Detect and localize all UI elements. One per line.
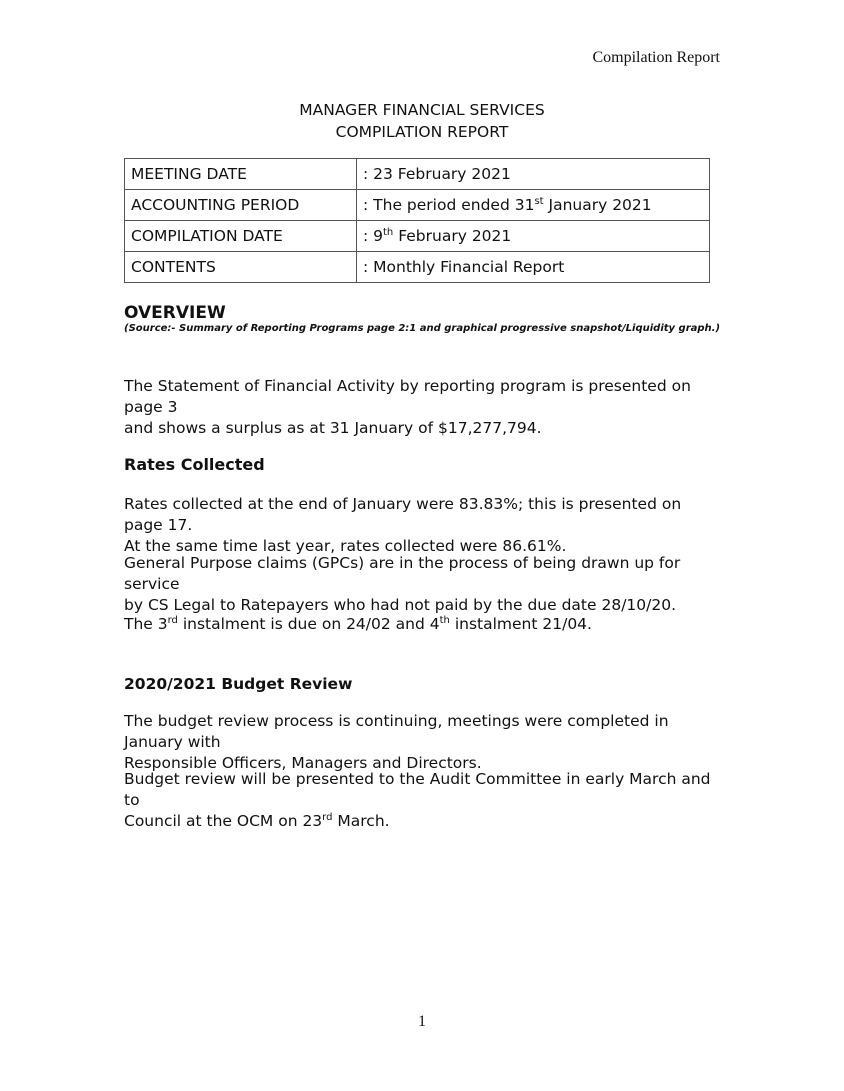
table-row-meeting-date — [125, 159, 710, 190]
budget-paragraph-1-line-1: The budget review process is continuing, meetings were completed in January with — [124, 712, 669, 751]
ocm-ordinal: rd — [322, 811, 333, 823]
table-row-contents — [125, 252, 710, 283]
budget-paragraph-1 — [124, 711, 724, 774]
compilation-date-label: COMPILATION DATE — [125, 221, 357, 252]
instalment-ordinal-1: rd — [167, 614, 178, 626]
table-row-compilation-date — [125, 221, 710, 252]
budget-paragraph-2-line-1: Budget review will be presented to the Audit Committee in early March and to — [124, 770, 711, 809]
accounting-period-text-end: January 2021 — [543, 196, 652, 214]
meeting-details-table — [124, 158, 710, 283]
document-title — [0, 99, 844, 143]
meeting-date-label: MEETING DATE — [125, 159, 357, 190]
table-row-accounting-period — [125, 190, 710, 221]
compilation-date-text: : 9 — [363, 227, 384, 245]
overview-paragraph-line-1: The Statement of Financial Activity by reporting program is presented on page 3 — [124, 377, 691, 416]
instalment-ordinal-2: th — [439, 614, 450, 626]
ocm-text-end: March. — [332, 812, 390, 830]
overview-source-note: (Source:- Summary of Reporting Programs page 2:1 and graphical progressive snapshot/Liquidity graph.) — [124, 323, 721, 334]
overview-paragraph — [124, 376, 724, 439]
overview-heading: OVERVIEW — [124, 303, 226, 323]
rates-paragraph-1-line-1: Rates collected at the end of January were 83.83%; this is presented on page 17. — [124, 495, 682, 534]
title-line-2: COMPILATION REPORT — [335, 123, 509, 141]
compilation-date-text-end: February 2021 — [393, 227, 512, 245]
accounting-period-label: ACCOUNTING PERIOD — [125, 190, 357, 221]
rates-paragraph-2-line-1: General Purpose claims (GPCs) are in the process of being drawn up for service — [124, 554, 681, 593]
budget-paragraph-2-line-2 — [124, 811, 724, 832]
title-line-1: MANAGER FINANCIAL SERVICES — [299, 101, 545, 119]
rates-paragraph-2-line-2: by CS Legal to Ratepayers who had not paid by the due date 28/10/20. — [124, 596, 677, 614]
meeting-date-value: : 23 February 2021 — [357, 159, 710, 190]
page-number: 1 — [418, 1013, 426, 1030]
instalment-text-3: instalment 21/04. — [449, 615, 592, 633]
instalment-text-2: instalment is due on 24/02 and 4 — [177, 615, 440, 633]
contents-value: : Monthly Financial Report — [357, 252, 710, 283]
rates-paragraph-2 — [124, 553, 724, 616]
compilation-date-value — [357, 221, 710, 252]
rates-paragraph-1 — [124, 494, 724, 557]
accounting-period-text: : The period ended 31 — [363, 196, 535, 214]
rates-paragraph-1-line-2: At the same time last year, rates collected were 86.61%. — [124, 537, 567, 555]
contents-label: CONTENTS — [125, 252, 357, 283]
overview-paragraph-line-2: and shows a surplus as at 31 January of $17,277,794. — [124, 419, 542, 437]
budget-paragraph-2 — [124, 769, 724, 832]
budget-review-heading: 2020/2021 Budget Review — [124, 675, 353, 693]
ocm-text: Council at the OCM on 23 — [124, 812, 323, 830]
rates-paragraph-3 — [124, 614, 724, 635]
compilation-date-ordinal: th — [383, 226, 394, 238]
budget-paragraph-1-line-2: Responsible Officers, Managers and Directors. — [124, 754, 482, 772]
accounting-period-value — [357, 190, 710, 221]
accounting-period-ordinal: st — [534, 195, 544, 207]
running-header: Compilation Report — [592, 49, 720, 66]
instalment-text-1: The 3 — [124, 615, 168, 633]
rates-collected-heading: Rates Collected — [124, 455, 265, 474]
